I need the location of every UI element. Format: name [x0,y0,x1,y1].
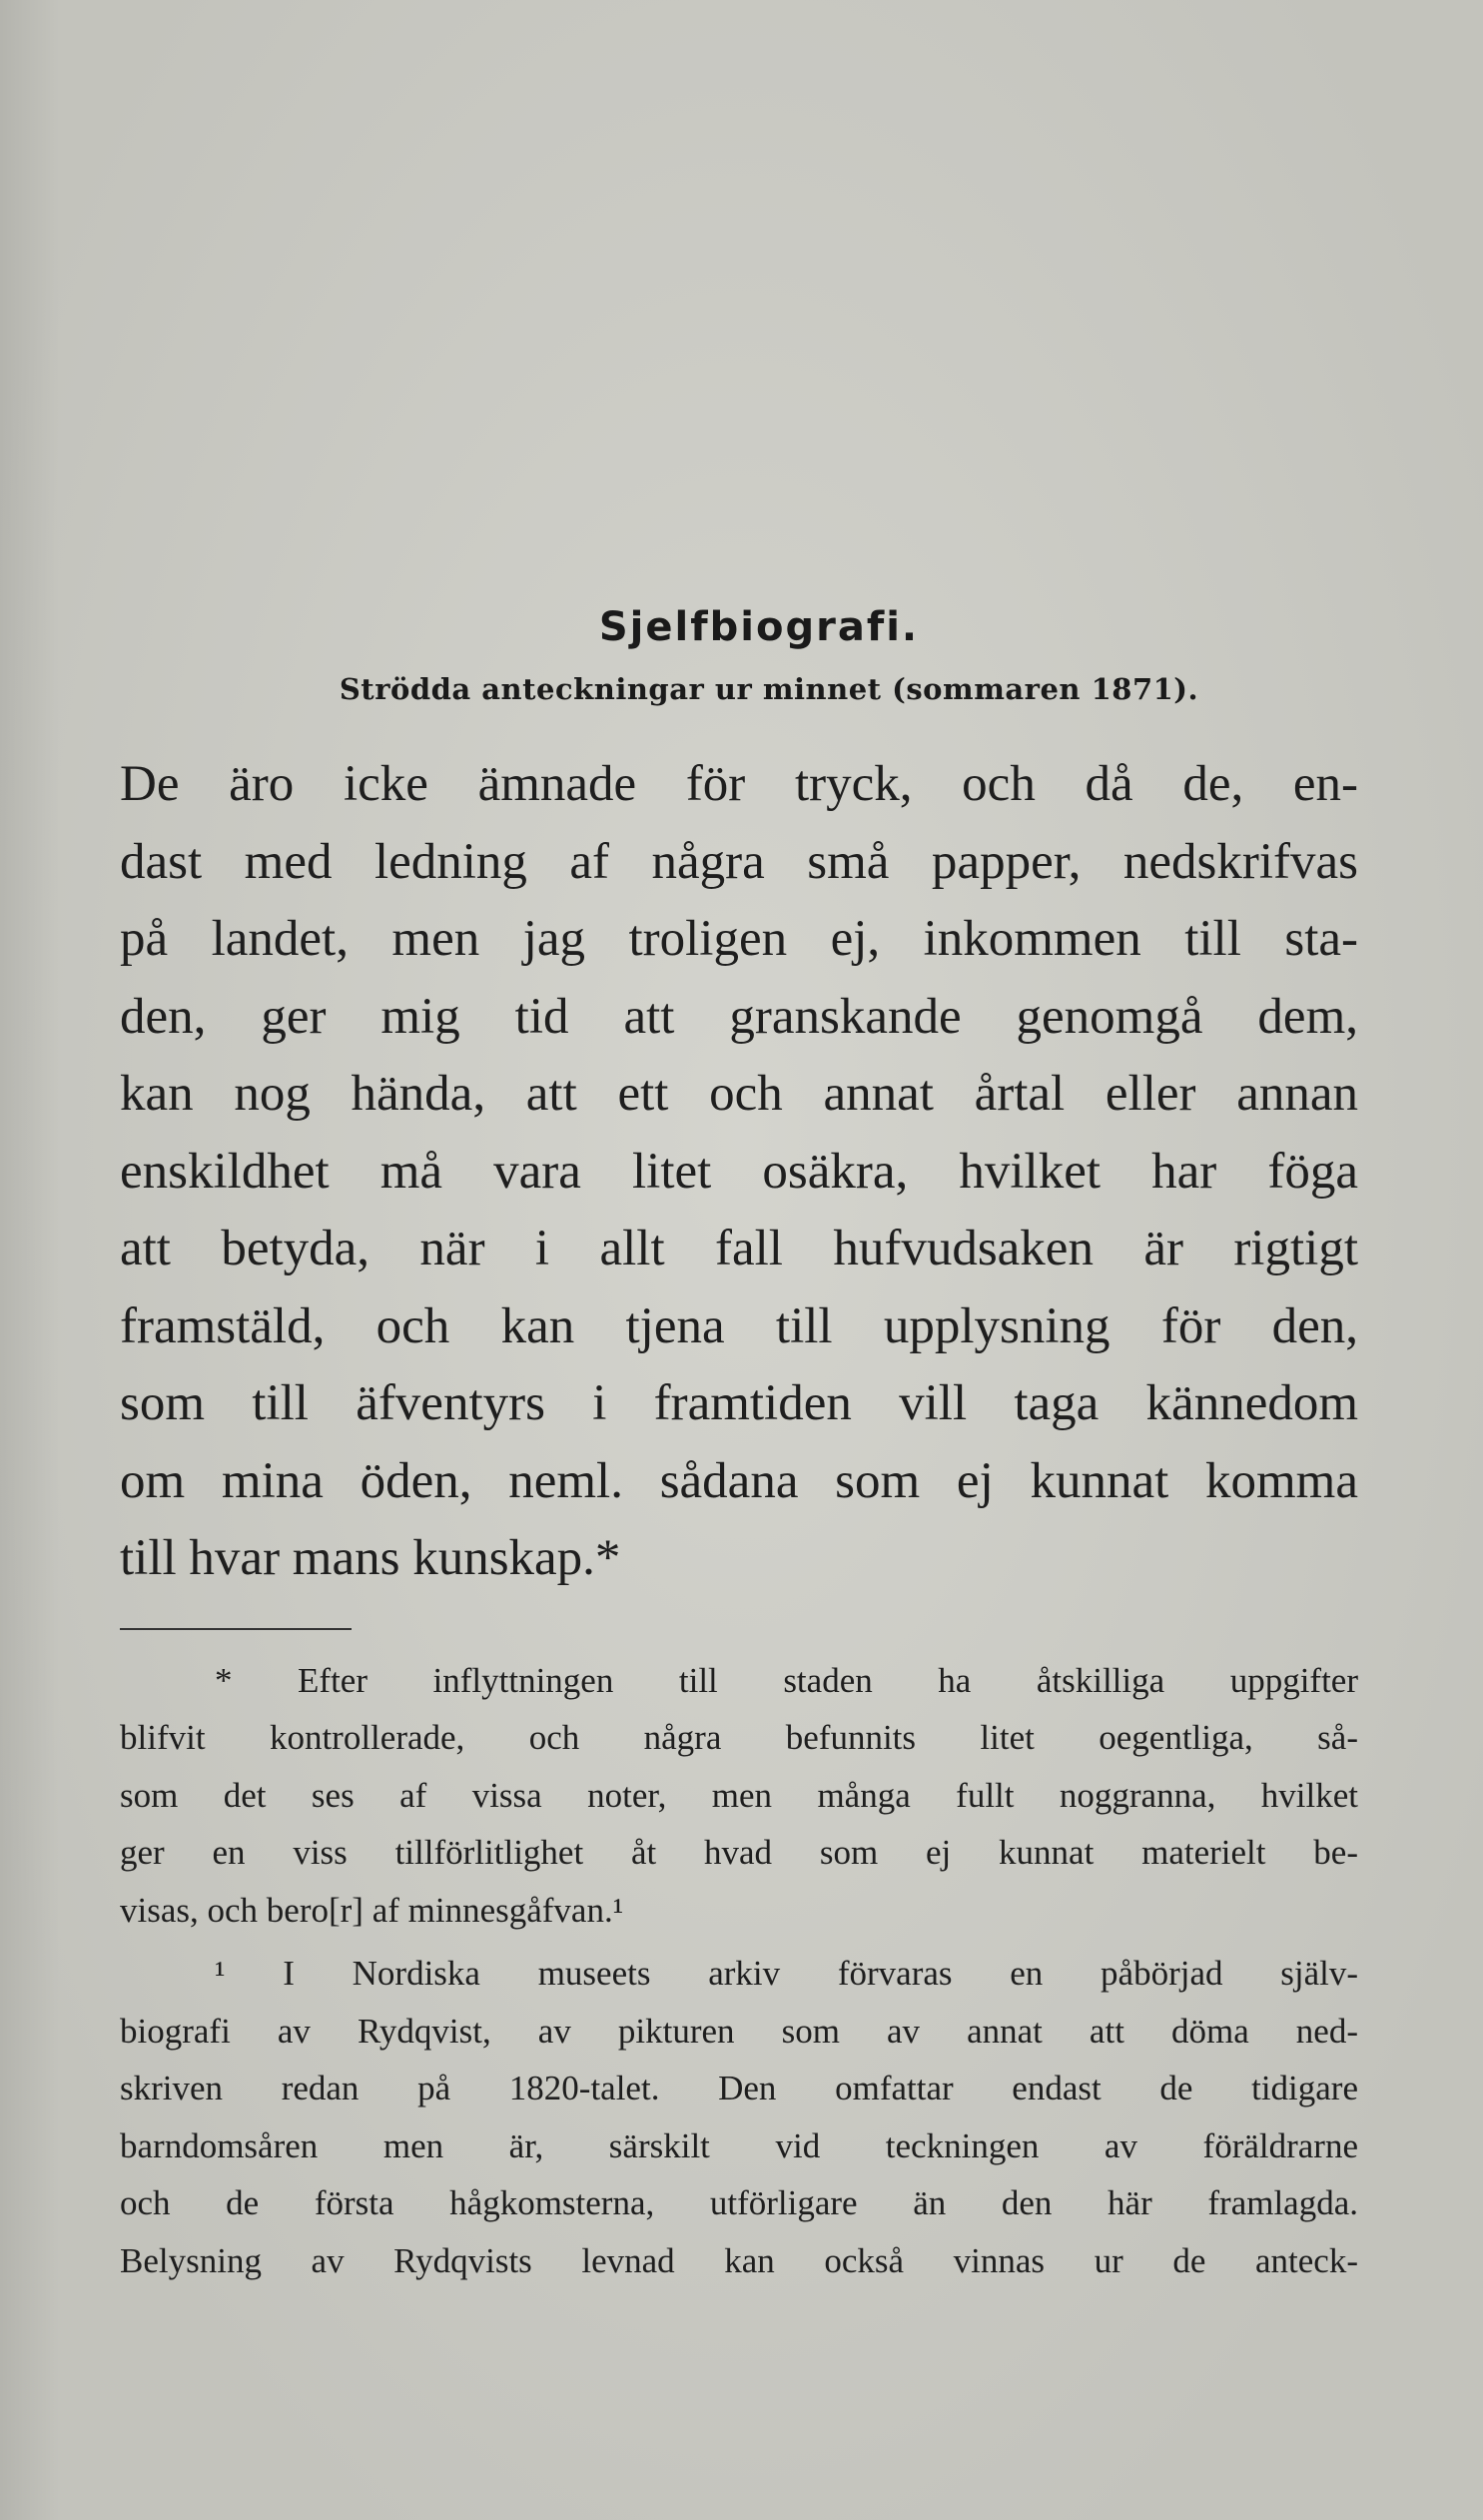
body-line: om mina öden, neml. sådana som ej kunnat komma [120,1452,1358,1509]
page-title: Sjelfbiografi. [598,604,920,650]
footnote-line: ¹ I Nordiska museets arkiv förvaras en påbörjad själv- [215,1954,1358,1993]
footnote-line: ger en viss tillförlitlighet åt hvad som ej kunnat materielt be- [120,1833,1358,1872]
body-line: kan nog hända, att ett och annat årtal eller annan [120,1066,1358,1122]
footnote-line: skriven redan på 1820-talet. Den omfattar endast de tidigare [120,2069,1358,2107]
footnote-line: * Efter inflyttningen till staden ha åtskilliga uppgifter [215,1660,1358,1700]
footnote-line: visas, och bero[r] af minnesgåfvan.¹ [120,1890,624,1930]
footnote-asterisk [120,1652,1358,1940]
body-line: att betyda, när i allt fall hufvudsaken är rigtigt [120,1221,1358,1276]
page-content [120,604,1358,2289]
body-line: på landet, men jag troligen ej, inkommen till sta- [120,911,1358,967]
body-paragraph [120,746,1358,1598]
footnote-line: som det ses af vissa noter, men många fullt noggranna, hvilket [120,1775,1358,1815]
footnote-line: och de första hågkomsterna, utförligare än den här framlagda. [120,2183,1358,2222]
body-line: till hvar mans kunskap.* [120,1530,621,1586]
footnote-line: biografi av Rydqvist, av pikturen som av annat att döma ned- [120,2011,1358,2051]
page-edge-shadow [0,0,60,2520]
footnote-line: barndomsåren men är, särskilt vid teckningen av föräldrarne [120,2125,1358,2165]
body-line: dast med ledning af några små papper, nedskrifvas [120,833,1358,890]
body-line: enskildhet må vara litet osäkra, hvilket har föga [120,1143,1358,1200]
body-line: som till äfventyrs i framtiden vill taga kännedom [120,1375,1358,1431]
footnote-divider [120,1628,352,1630]
body-line: den, ger mig tid att granskande genomgå dem, [120,988,1358,1045]
page-subtitle: Strödda anteckningar ur minnet (sommaren 1871). [339,672,1199,706]
body-line: De äro icke ämnade för tryck, och då de, en- [120,756,1358,812]
footnote-line: blifvit kontrollerade, och några befunnits litet oegentliga, så- [120,1718,1358,1757]
footnote-one [120,1945,1358,2289]
footnote-line: Belysning av Rydqvists levnad kan också vinnas ur de anteck- [120,2240,1358,2280]
body-line: framstäld, och kan tjena till upplysning för den, [120,1297,1358,1354]
